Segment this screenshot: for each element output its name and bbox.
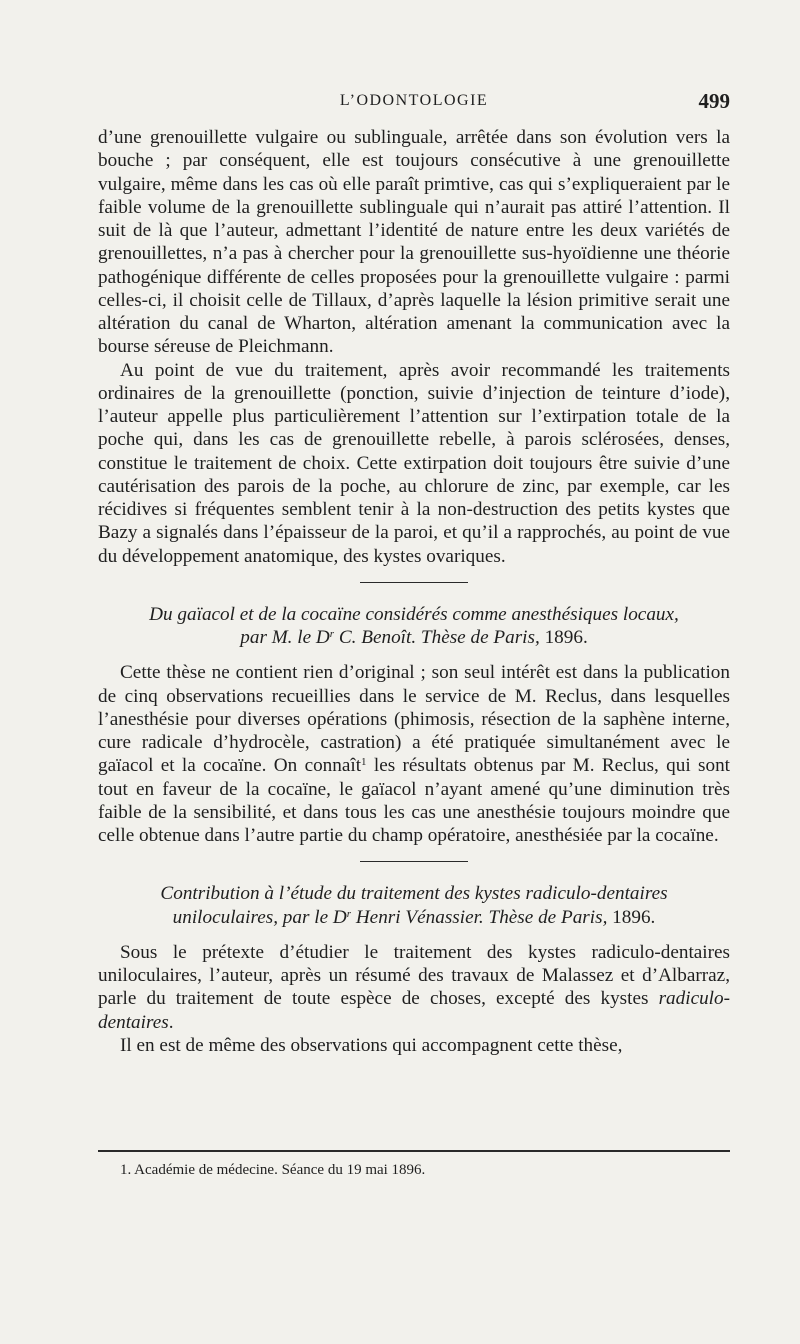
title-year: 1896. — [607, 906, 656, 928]
footnote-number: 1. — [120, 1162, 132, 1178]
section-divider — [360, 861, 468, 862]
emphasis: radiculo-dentaires — [98, 988, 730, 1033]
review-title-line — [98, 906, 730, 929]
paragraph-kystes-review — [98, 941, 730, 1034]
review-text: . — [168, 1011, 174, 1033]
footnote-text: Académie de médecine. Séance du 19 mai 1896. — [131, 1162, 426, 1178]
review-title-line: Contribution à l’étude du traitement des kystes radiculo-dentaires — [160, 883, 668, 905]
review-text: les résultats obtenus par M. Reclus, qui sont tout en faveur de la cocaïne, le gaïacol n’ayant amené qu’une diminution très faible de la sensibilité, et dans tous les cas une anesthésie toujours moindre que celle obtenue dans l’autre partie du champ opératoire, anesthésiée par la cocaïne. — [98, 755, 730, 846]
paragraph-gaiacol-review — [98, 661, 730, 847]
footnote — [98, 1160, 730, 1180]
paragraph-grenouillette-continued: d’une grenouillette vulgaire ou sublinguale, arrêtée dans son évolution vers la bouche ; par conséquent, elle est toujours consécutive à une grenouillette vulgaire, même dans les cas où elle paraît primtive, cas qui s’expliqueraient par le faible volume de la grenouillette sublinguale qui n’aurait pas attiré l’attention. Il suit de là que l’auteur, admettant l’identité de nature entre les deux variétés de grenouillettes, n’a pas à chercher pour la grenouillette sus-hyoïdienne une théorie pathogénique différente de celles proposées pour la grenouillette vulgaire : parmi celles-ci, il choisit celle de Tillaux, d’après laquelle la lésion primitive serait une altération du canal de Wharton, altération amenant la communication avec la bourse séreuse de Pleichmann. — [98, 127, 730, 358]
footnote-divider — [98, 1150, 730, 1152]
running-title: L’ODONTOLOGIE — [339, 92, 489, 109]
section-divider — [360, 582, 468, 583]
footnote-reference: 1 — [361, 756, 367, 769]
page-header — [98, 89, 730, 115]
review-title-line — [98, 626, 730, 649]
page-number: 499 — [698, 89, 730, 113]
review-text: Cette thèse ne contient rien d’original ; son seul intérêt est dans la publication de cinq observations recueillies dans le service de M. Reclus, dans lesquelles l’anesthésie pour diverses opérations (phimosis, résection de la saphène interne, cure radicale d’hydrocèle, castration) a été pratiquée simultanément avec le gaïacol et la cocaïne. On connaît — [98, 662, 730, 777]
title-text: uniloculaires, par le D — [172, 906, 347, 928]
title-text: C. Benoît. Thèse de Paris, — [334, 627, 540, 648]
paragraph-treatment: Au point de vue du traitement, après avoir recommandé les traitements ordinaires de la grenouillette (ponction, suivie d’injection de teinture d’iode), l’auteur appelle plus particulièrement l’attention sur l’extirpation totale de la poche qui, dans les cas de grenouillette rebelle, à parois sclérosées, denses, constitue le traitement de choix. Cette extirpation doit toujours être suivie d’une cautérisation des parois de la poche, au chlorure de zinc, par exemple, car les récidives si fréquentes semblent tenir à la non-destruction des petits kystes que Bazy a signalés dans l’épaisseur de la paroi, et qu’il a rapprochés, au point de vue du développement anatomique, des kystes ovariques. — [98, 359, 730, 567]
page-body — [98, 126, 730, 1057]
title-text: Henri Vénassier. Thèse de Paris, — [351, 906, 608, 928]
review-text: Sous le prétexte d’étudier le traitement des kystes radiculo-dentaires uniloculaires, l’auteur, après un résumé des travaux de Malassez et d’Albarraz, parle du traitement de toute espèce de choses, excepté des kystes — [98, 941, 730, 1010]
review-title-line: Du gaïacol et de la cocaïne considérés comme anesthésiques locaux, — [149, 603, 679, 625]
document-page — [98, 0, 730, 1344]
review-title-kystes — [98, 882, 730, 929]
title-text: par M. le D — [240, 627, 330, 648]
superscript: r — [346, 907, 352, 920]
title-year: 1896. — [539, 627, 588, 648]
review-title-gaiacol — [98, 603, 730, 650]
superscript: r — [329, 628, 335, 640]
paragraph-observations: Il en est de même des observations qui accompagnent cette thèse, — [120, 1034, 623, 1056]
